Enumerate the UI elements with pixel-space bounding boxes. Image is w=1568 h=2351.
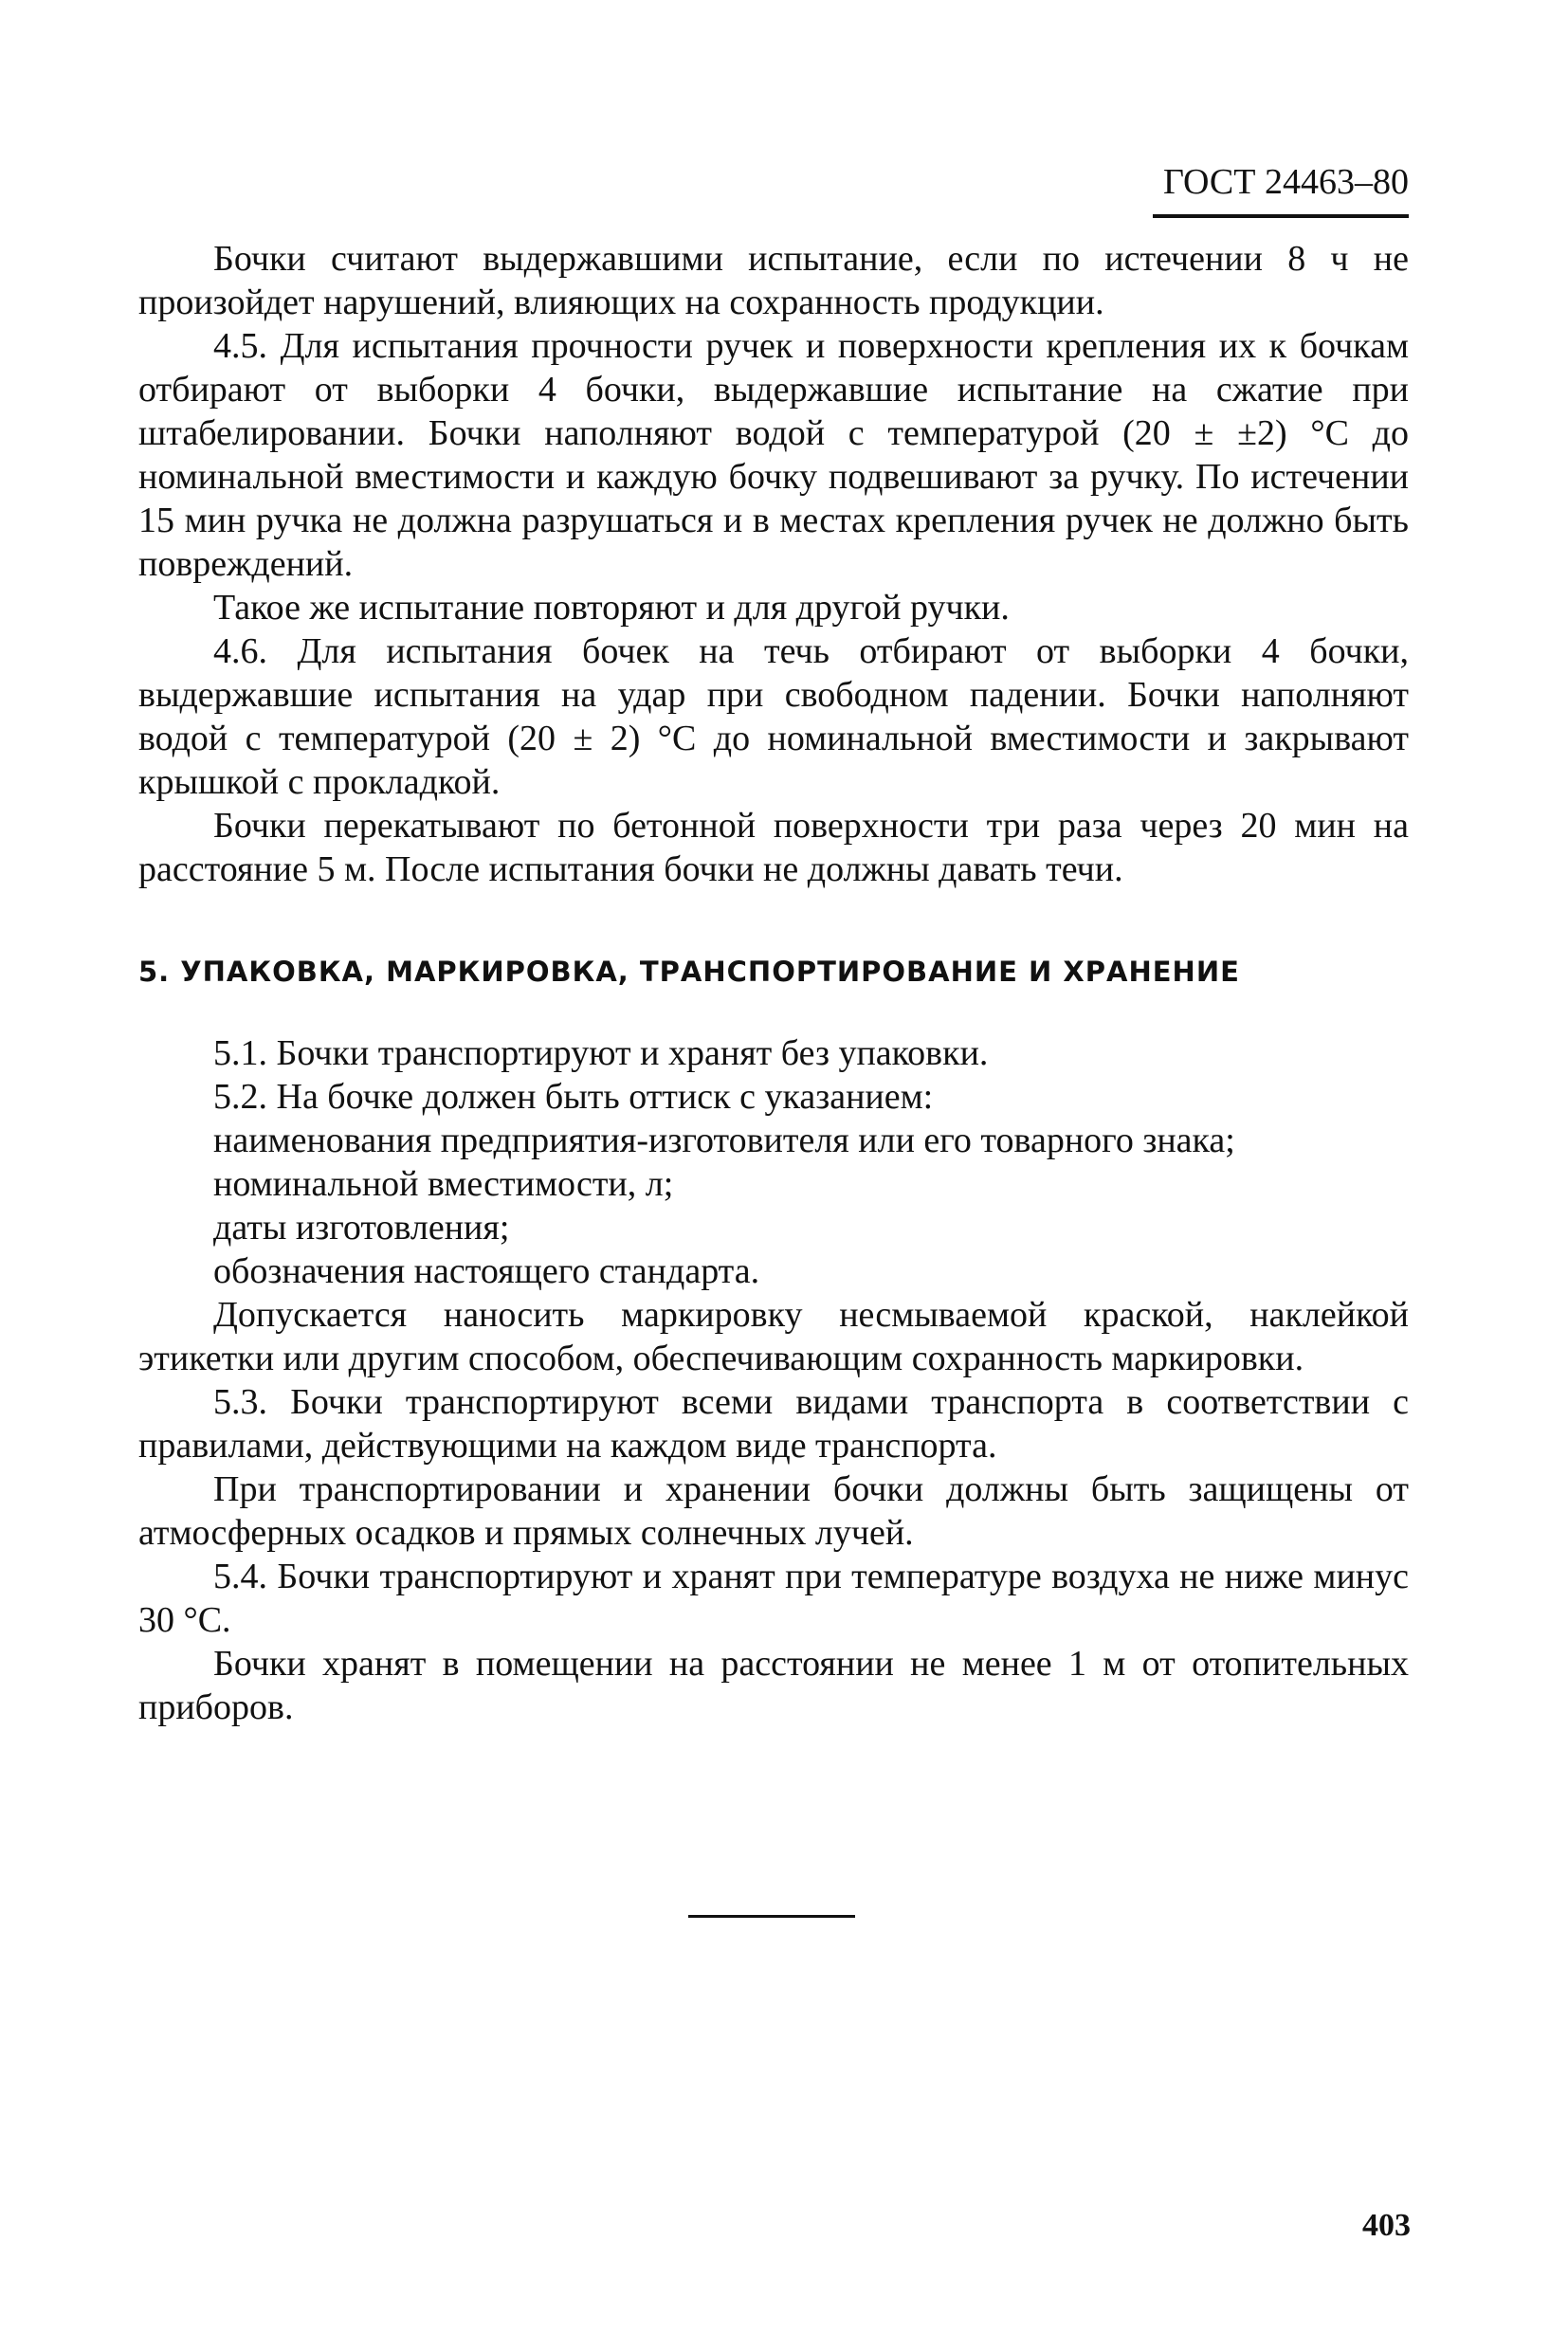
marking-list-item: номинальной вместимости, л; (213, 1164, 674, 1204)
marking-list-item: обозначения настоящего стандарта. (213, 1251, 760, 1291)
section-5-heading: 5. УПАКОВКА, МАРКИРОВКА, ТРАНСПОРТИРОВАНИЕ И ХРАНЕНИЕ (138, 956, 1240, 988)
paragraph-5-1: 5.1. Бочки транспортируют и хранят без упаковки. (213, 1033, 989, 1073)
paragraph-rolling-test: Бочки перекатывают по бетонной поверхности три раза через 20 мин на расстояние 5 м. После испытания бочки не должны давать течи. (138, 806, 1409, 889)
paragraph-5-4: 5.4. Бочки транспортируют и хранят при температуре воздуха не ниже минус 30 °С. (138, 1557, 1409, 1640)
paragraph-storage: Бочки хранят в помещении на расстоянии не менее 1 м от отопительных приборов. (138, 1644, 1409, 1727)
page-number: 403 (1362, 2208, 1411, 2243)
paragraph-5-2: 5.2. На бочке должен быть оттиск с указанием: (213, 1077, 934, 1117)
header-divider (1153, 214, 1409, 218)
marking-list-item: даты изготовления; (213, 1208, 510, 1248)
marking-list-item: наименования предприятия-изготовителя или его товарного знака; (213, 1121, 1235, 1160)
paragraph-5-3: 5.3. Бочки транспортируют всеми видами транспорта в соответствии с правилами, действующими на каждом виде транспорта. (138, 1382, 1409, 1466)
paragraph-test-result: Бочки считают выдержавшими испытание, если по истечении 8 ч не произойдет нарушений, влияющих на сохранность продукции. (138, 239, 1409, 322)
document-body (138, 237, 1409, 1729)
document-header (1162, 161, 1409, 203)
end-of-text-rule (688, 1915, 855, 1918)
standard-number: ГОСТ 24463–80 (1163, 162, 1409, 202)
paragraph-protection: При транспортировании и хранении бочки должны быть защищены от атмосферных осадков и прямых солнечных лучей. (138, 1469, 1409, 1553)
paragraph-4-6: 4.6. Для испытания бочек на течь отбирают от выборки 4 бочки, выдержавшие испытания на удар при свободном падении. Бочки наполняют водой с температурой (20 ± 2) °С до номинальной вместимости и закрывают крышкой с прокладкой. (138, 631, 1409, 802)
paragraph-4-5: 4.5. Для испытания прочности ручек и поверхности крепления их к бочкам отбирают от выборки 4 бочки, выдержавшие испытание на сжатие при штабелировании. Бочки наполняют водой с температурой (20 ± ±2) °С до номинальной вместимости и каждую бочку подвешивают за ручку. По истечении 15 мин ручка не должна разрушаться и в местах крепления ручек не должно быть повреждений. (138, 326, 1409, 584)
paragraph-repeat-test: Такое же испытание повторяют и для другой ручки. (213, 588, 1010, 628)
paragraph-marking-method: Допускается наносить маркировку несмываемой краской, наклейкой этикетки или другим способом, обеспечивающим сохранность маркировки. (138, 1295, 1409, 1378)
